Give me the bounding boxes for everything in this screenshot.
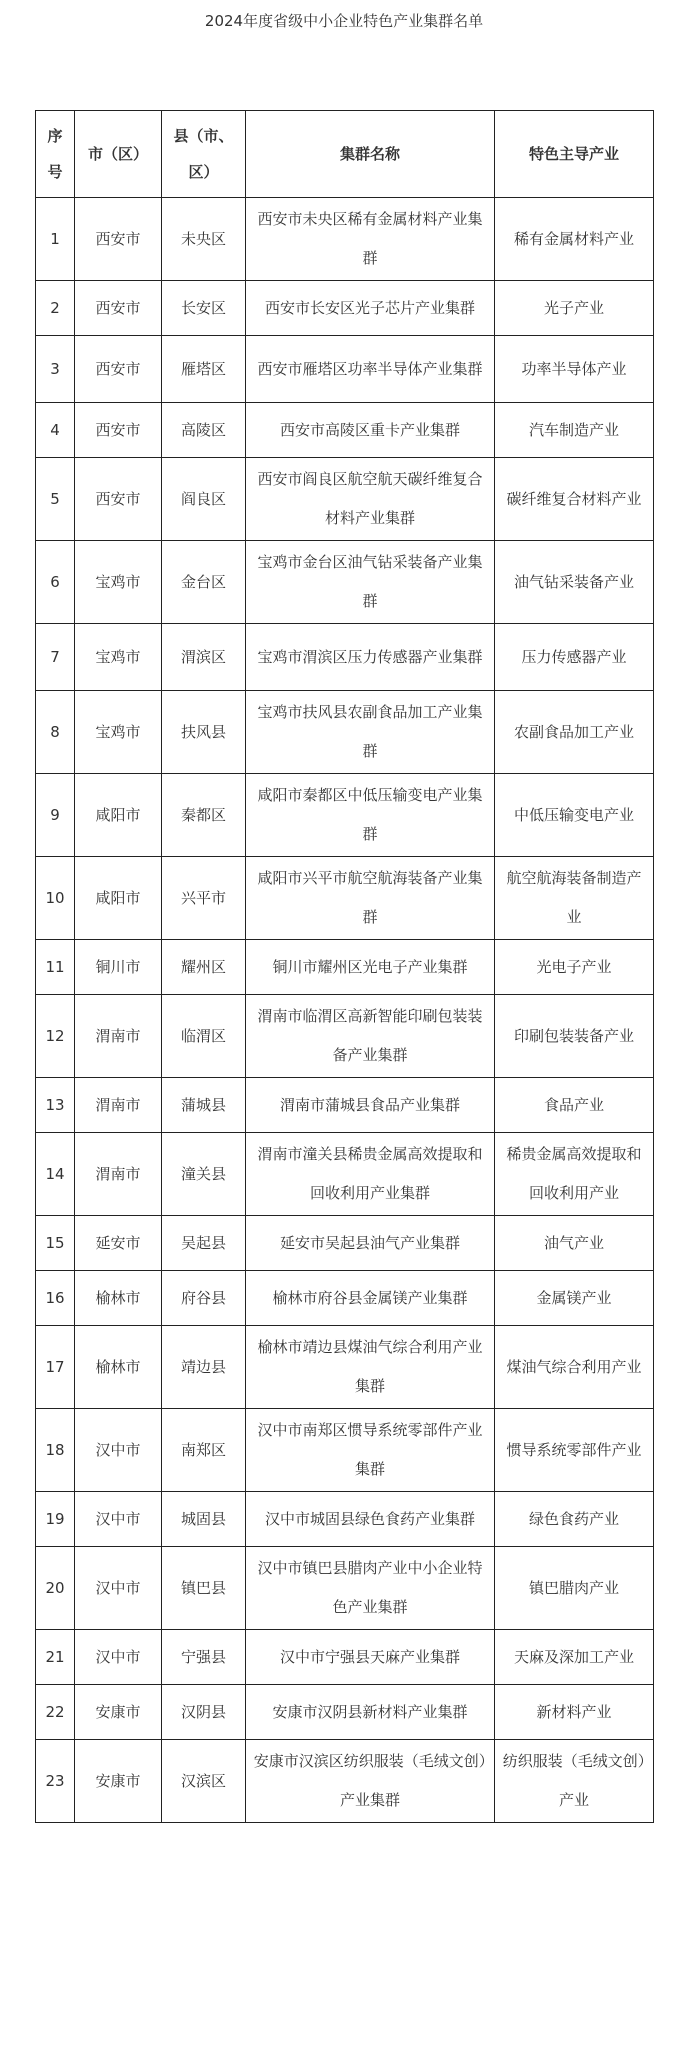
cell-no: 18 (36, 1409, 75, 1492)
cell-city: 汉中市 (75, 1630, 162, 1685)
cell-no: 21 (36, 1630, 75, 1685)
cell-county: 金台区 (162, 541, 246, 624)
cell-industry: 惯导系统零部件产业 (495, 1409, 654, 1492)
cell-industry: 稀贵金属高效提取和回收利用产业 (495, 1133, 654, 1216)
cell-industry: 新材料产业 (495, 1685, 654, 1740)
cell-industry: 农副食品加工产业 (495, 691, 654, 774)
cell-county: 长安区 (162, 281, 246, 336)
cell-cluster-name: 榆林市府谷县金属镁产业集群 (246, 1271, 495, 1326)
table-row (36, 281, 654, 336)
cell-city: 渭南市 (75, 1078, 162, 1133)
cell-industry: 碳纤维复合材料产业 (495, 458, 654, 541)
cell-county: 城固县 (162, 1492, 246, 1547)
cell-county: 临渭区 (162, 995, 246, 1078)
cell-city: 安康市 (75, 1685, 162, 1740)
table-header-row (36, 111, 654, 198)
cell-industry: 金属镁产业 (495, 1271, 654, 1326)
cell-county: 宁强县 (162, 1630, 246, 1685)
cell-cluster-name: 宝鸡市扶风县农副食品加工产业集群 (246, 691, 495, 774)
cell-cluster-name: 安康市汉阴县新材料产业集群 (246, 1685, 495, 1740)
cell-cluster-name: 宝鸡市渭滨区压力传感器产业集群 (246, 624, 495, 691)
cell-city: 汉中市 (75, 1547, 162, 1630)
cell-city: 汉中市 (75, 1409, 162, 1492)
table-row (36, 1133, 654, 1216)
cell-cluster-name: 西安市未央区稀有金属材料产业集群 (246, 198, 495, 281)
cell-no: 22 (36, 1685, 75, 1740)
cell-city: 延安市 (75, 1216, 162, 1271)
cell-no: 4 (36, 403, 75, 458)
table-row (36, 774, 654, 857)
cell-county: 扶风县 (162, 691, 246, 774)
cell-county: 兴平市 (162, 857, 246, 940)
cell-cluster-name: 渭南市临渭区高新智能印刷包装装备产业集群 (246, 995, 495, 1078)
cell-county: 汉滨区 (162, 1740, 246, 1823)
cell-city: 宝鸡市 (75, 541, 162, 624)
cell-industry: 煤油气综合利用产业 (495, 1326, 654, 1409)
cell-no: 9 (36, 774, 75, 857)
table-row (36, 198, 654, 281)
cell-county: 汉阴县 (162, 1685, 246, 1740)
table-row (36, 1630, 654, 1685)
cell-city: 咸阳市 (75, 857, 162, 940)
cell-cluster-name: 延安市吴起县油气产业集群 (246, 1216, 495, 1271)
cell-no: 11 (36, 940, 75, 995)
cell-no: 17 (36, 1326, 75, 1409)
cell-county: 秦都区 (162, 774, 246, 857)
cell-county: 耀州区 (162, 940, 246, 995)
cell-city: 渭南市 (75, 995, 162, 1078)
cell-city: 西安市 (75, 336, 162, 403)
table-row (36, 624, 654, 691)
cell-industry: 光电子产业 (495, 940, 654, 995)
cell-cluster-name: 咸阳市兴平市航空航海装备产业集群 (246, 857, 495, 940)
table-row (36, 1547, 654, 1630)
table-row (36, 458, 654, 541)
cell-city: 西安市 (75, 458, 162, 541)
header-county: 县（市、区） (162, 111, 246, 198)
cell-industry: 功率半导体产业 (495, 336, 654, 403)
table-row (36, 541, 654, 624)
cell-industry: 绿色食药产业 (495, 1492, 654, 1547)
cell-county: 潼关县 (162, 1133, 246, 1216)
cell-no: 10 (36, 857, 75, 940)
header-no: 序号 (36, 111, 75, 198)
cell-cluster-name: 咸阳市秦都区中低压输变电产业集群 (246, 774, 495, 857)
cell-county: 渭滨区 (162, 624, 246, 691)
cell-cluster-name: 西安市雁塔区功率半导体产业集群 (246, 336, 495, 403)
cell-industry: 压力传感器产业 (495, 624, 654, 691)
cell-industry: 印刷包装装备产业 (495, 995, 654, 1078)
cell-cluster-name: 渭南市潼关县稀贵金属高效提取和回收利用产业集群 (246, 1133, 495, 1216)
cell-industry: 光子产业 (495, 281, 654, 336)
cell-county: 吴起县 (162, 1216, 246, 1271)
table-row (36, 403, 654, 458)
cell-county: 南郑区 (162, 1409, 246, 1492)
cell-industry: 油气产业 (495, 1216, 654, 1271)
cell-city: 宝鸡市 (75, 624, 162, 691)
cell-industry: 纺织服装（毛绒文创）产业 (495, 1740, 654, 1823)
cell-no: 12 (36, 995, 75, 1078)
cell-county: 高陵区 (162, 403, 246, 458)
cell-city: 西安市 (75, 403, 162, 458)
table-row (36, 1740, 654, 1823)
cell-cluster-name: 汉中市镇巴县腊肉产业中小企业特色产业集群 (246, 1547, 495, 1630)
cell-industry: 中低压输变电产业 (495, 774, 654, 857)
cell-county: 镇巴县 (162, 1547, 246, 1630)
cell-city: 宝鸡市 (75, 691, 162, 774)
cell-no: 16 (36, 1271, 75, 1326)
cell-city: 汉中市 (75, 1492, 162, 1547)
cell-cluster-name: 汉中市城固县绿色食药产业集群 (246, 1492, 495, 1547)
header-cluster-name: 集群名称 (246, 111, 495, 198)
cell-cluster-name: 铜川市耀州区光电子产业集群 (246, 940, 495, 995)
page-title: 2024年度省级中小企业特色产业集群名单 (204, 12, 484, 30)
cell-cluster-name: 安康市汉滨区纺织服装（毛绒文创）产业集群 (246, 1740, 495, 1823)
cell-no: 19 (36, 1492, 75, 1547)
cell-no: 1 (36, 198, 75, 281)
cell-no: 7 (36, 624, 75, 691)
cell-industry: 油气钻采装备产业 (495, 541, 654, 624)
cell-city: 安康市 (75, 1740, 162, 1823)
cell-county: 蒲城县 (162, 1078, 246, 1133)
cell-county: 未央区 (162, 198, 246, 281)
cell-industry: 稀有金属材料产业 (495, 198, 654, 281)
table-row (36, 1492, 654, 1547)
cell-city: 铜川市 (75, 940, 162, 995)
cell-no: 23 (36, 1740, 75, 1823)
cell-cluster-name: 汉中市南郑区惯导系统零部件产业集群 (246, 1409, 495, 1492)
table-row (36, 1078, 654, 1133)
cell-industry: 汽车制造产业 (495, 403, 654, 458)
cell-no: 5 (36, 458, 75, 541)
table-body (36, 198, 654, 1823)
cell-no: 14 (36, 1133, 75, 1216)
cell-industry: 镇巴腊肉产业 (495, 1547, 654, 1630)
table-row (36, 1685, 654, 1740)
cell-cluster-name: 西安市长安区光子芯片产业集群 (246, 281, 495, 336)
table-row (36, 336, 654, 403)
cell-no: 2 (36, 281, 75, 336)
cell-cluster-name: 汉中市宁强县天麻产业集群 (246, 1630, 495, 1685)
cell-cluster-name: 渭南市蒲城县食品产业集群 (246, 1078, 495, 1133)
cell-county: 阎良区 (162, 458, 246, 541)
cell-cluster-name: 西安市阎良区航空航天碳纤维复合材料产业集群 (246, 458, 495, 541)
table-row (36, 1409, 654, 1492)
cell-city: 西安市 (75, 198, 162, 281)
cell-no: 20 (36, 1547, 75, 1630)
cell-no: 15 (36, 1216, 75, 1271)
header-city: 市（区） (75, 111, 162, 198)
cell-industry: 食品产业 (495, 1078, 654, 1133)
table-row (36, 1326, 654, 1409)
table-row (36, 995, 654, 1078)
table-row (36, 691, 654, 774)
cell-cluster-name: 榆林市靖边县煤油气综合利用产业集群 (246, 1326, 495, 1409)
cell-no: 8 (36, 691, 75, 774)
cell-cluster-name: 西安市高陵区重卡产业集群 (246, 403, 495, 458)
table-row (36, 1271, 654, 1326)
cluster-table (35, 110, 654, 1823)
table-row (36, 857, 654, 940)
cell-city: 榆林市 (75, 1271, 162, 1326)
cell-city: 咸阳市 (75, 774, 162, 857)
cell-city: 渭南市 (75, 1133, 162, 1216)
cell-city: 榆林市 (75, 1326, 162, 1409)
cell-county: 靖边县 (162, 1326, 246, 1409)
cell-industry: 天麻及深加工产业 (495, 1630, 654, 1685)
cell-county: 雁塔区 (162, 336, 246, 403)
cell-county: 府谷县 (162, 1271, 246, 1326)
header-industry: 特色主导产业 (495, 111, 654, 198)
cell-no: 6 (36, 541, 75, 624)
table-row (36, 1216, 654, 1271)
cell-no: 3 (36, 336, 75, 403)
cell-industry: 航空航海装备制造产业 (495, 857, 654, 940)
cell-no: 13 (36, 1078, 75, 1133)
cell-cluster-name: 宝鸡市金台区油气钻采装备产业集群 (246, 541, 495, 624)
table-row (36, 940, 654, 995)
cell-city: 西安市 (75, 281, 162, 336)
